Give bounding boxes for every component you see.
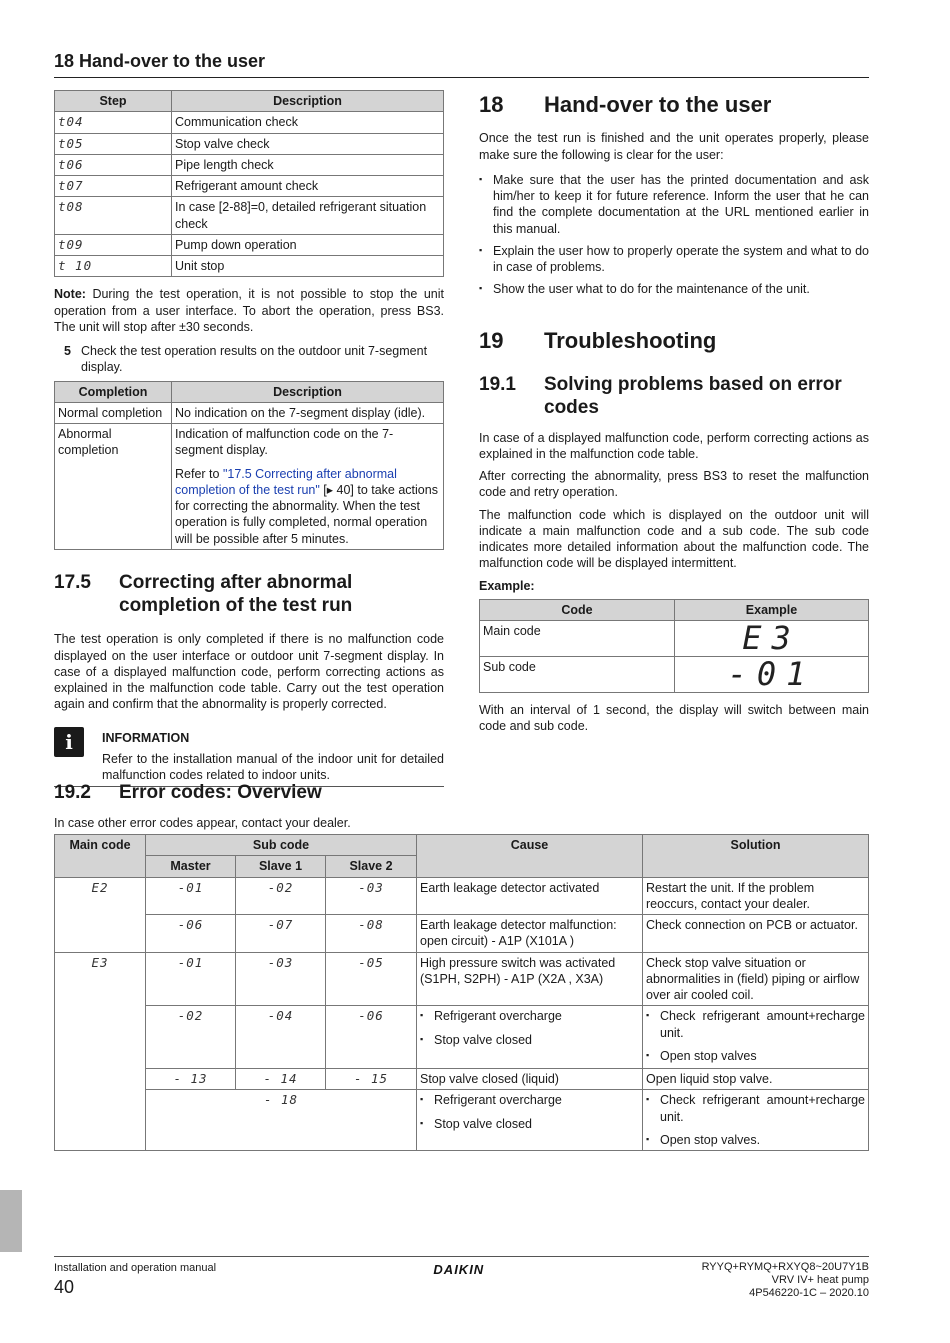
- section-19-2-heading: [54, 782, 869, 805]
- list-item: ▪ Check refrigerant amount+recharge unit.: [646, 1008, 865, 1041]
- section-number: 19.1: [479, 374, 516, 396]
- step-code: t07: [55, 176, 172, 197]
- solution-cell: Restart the unit. If the problem reoccurs, contact your dealer.: [643, 877, 869, 915]
- information-text: Refer to the installation manual of the indoor unit for detailed malfunction codes related to indoor units.: [102, 751, 444, 783]
- cause-cell: [417, 1006, 643, 1069]
- section-19-2-intro: In case other error codes appear, contact your dealer.: [54, 815, 351, 830]
- slave-2-code: -05: [326, 952, 417, 1006]
- cause-cell: Earth leakage detector activated: [417, 877, 643, 915]
- step-code: t09: [55, 234, 172, 255]
- interval-note: With an interval of 1 second, the display will switch between main code and sub code.: [479, 703, 869, 734]
- list-item: ▪ Refrigerant overcharge: [420, 1008, 639, 1024]
- slave-1-code: - 14: [236, 1069, 326, 1090]
- abnormal-description: Indication of malfunction code on the 7-segment display.: [175, 427, 394, 458]
- page-thumb-tab: [0, 1190, 22, 1252]
- step-code: t08: [55, 197, 172, 235]
- chapter-18-intro: Once the test run is finished and the unit operates properly, please make sure the following is clear for the user:: [479, 131, 869, 162]
- paragraph: In case of a displayed malfunction code, perform correcting actions as explained in the malfunction code table.: [479, 430, 869, 461]
- table-row: [55, 877, 869, 915]
- list-item: ▪ Open stop valves: [646, 1048, 865, 1064]
- paragraph: After correcting the abnormality, press BS3 to reset the malfunction code and retry operation.: [479, 469, 869, 500]
- slave-1-code: -03: [236, 952, 326, 1006]
- step-code: t05: [55, 133, 172, 154]
- sub-code-header: Sub code: [146, 835, 417, 856]
- slave-2-code: -03: [326, 877, 417, 915]
- handover-list: [479, 172, 869, 298]
- table-row: [55, 1069, 869, 1090]
- completion-cell: Normal completion: [55, 402, 172, 423]
- product-name: VRV IV+ heat pump: [771, 1274, 869, 1287]
- section-title: Error codes: Overview: [119, 782, 322, 803]
- cause-cell: Stop valve closed (liquid): [417, 1069, 643, 1090]
- chapter-title: Troubleshooting: [544, 327, 717, 353]
- cause-list: [420, 1008, 639, 1048]
- error-codes-table: [54, 834, 869, 1151]
- procedure-step: [54, 343, 444, 376]
- footer-right: [702, 1261, 869, 1301]
- document-id: 4P546220-1C – 2020.10: [749, 1287, 869, 1300]
- paragraph: The malfunction code which is displayed on the outdoor unit will indicate a main malfunction code and a sub code. The sub code indicates more detailed information about the malfunction code. The malfunction code will be displayed intermittent.: [479, 507, 869, 571]
- step-code: t04: [55, 112, 172, 133]
- abnormal-reference: [175, 466, 440, 547]
- information-icon: i: [54, 727, 84, 757]
- page-footer: [54, 1256, 869, 1301]
- description-cell: No indication on the 7-segment display (idle).: [172, 402, 444, 423]
- step-text: Check the test operation results on the outdoor unit 7-segment display.: [81, 344, 428, 375]
- daikin-logo: DAIKIN: [433, 1262, 485, 1277]
- slave-2-code: - 15: [326, 1069, 417, 1090]
- description-header: Description: [172, 381, 444, 402]
- description-cell: [172, 424, 444, 550]
- table-row: [480, 657, 869, 693]
- step-description: Stop valve check: [172, 133, 444, 154]
- section-title: Solving problems based on error codes: [544, 374, 842, 418]
- solution-list: [646, 1092, 865, 1148]
- code-header: Code: [480, 599, 675, 620]
- footer-left: [54, 1261, 216, 1301]
- section-number: 19.2: [54, 782, 91, 803]
- master-code: -02: [146, 1006, 236, 1069]
- code-label: Sub code: [480, 657, 675, 693]
- completion-cell: Abnormal completion: [55, 424, 172, 550]
- section-17-5-body: The test operation is only completed if there is no malfunction code displayed on the user interface or outdoor unit 7-segment display. In case of a displayed malfunction code, perform correcting actions as explained in the malfunction code table. Carry out the test operation again and confirm that the abnormality is properly corrected.: [54, 632, 444, 712]
- main-code: E3: [55, 952, 146, 1151]
- list-item: ▪ Stop valve closed: [420, 1116, 639, 1132]
- section-number: 17.5: [54, 571, 91, 593]
- master-code: -01: [146, 952, 236, 1006]
- slave-2-header: Slave 2: [326, 856, 417, 877]
- running-head: 18 Hand-over to the user: [54, 50, 869, 78]
- solution-cell: [643, 1090, 869, 1151]
- table-row: [55, 197, 444, 235]
- step-description: Unit stop: [172, 256, 444, 277]
- slave-1-code: -04: [236, 1006, 326, 1069]
- step-header: Step: [55, 91, 172, 112]
- completion-table: [54, 381, 444, 550]
- description-header: Description: [172, 91, 444, 112]
- slave-1-header: Slave 1: [236, 856, 326, 877]
- table-row: [55, 256, 444, 277]
- table-row: [480, 621, 869, 657]
- cause-cell: Earth leakage detector malfunction: open circuit) - A1P (X101A ): [417, 915, 643, 953]
- right-column: [479, 90, 869, 735]
- section-17-5-heading: [54, 572, 444, 618]
- table-row: [55, 154, 444, 175]
- step-code: t06: [55, 154, 172, 175]
- chapter-number: 18: [479, 92, 504, 117]
- table-row: [55, 234, 444, 255]
- list-item: ▪ Check refrigerant amount+recharge unit.: [646, 1092, 865, 1125]
- note-paragraph: [54, 286, 444, 335]
- information-box: [54, 727, 444, 788]
- example-header: Example: [675, 599, 869, 620]
- main-code: E2: [55, 877, 146, 952]
- slave-1-code: -07: [236, 915, 326, 953]
- table-row: [55, 1090, 869, 1151]
- chapter-number: 19: [479, 327, 504, 353]
- manual-title: Installation and operation manual: [54, 1262, 217, 1274]
- solution-header: Solution: [643, 835, 869, 878]
- list-item: ▪ Refrigerant overcharge: [420, 1092, 639, 1108]
- cause-header: Cause: [417, 835, 643, 878]
- list-item: ▪ Make sure that the user has the printed documentation and ask him/her to keep it for future reference. Inform the user that he can find the complete documentation at the URL mentioned earlier in this manual.: [479, 172, 869, 237]
- step-description: Refrigerant amount check: [172, 176, 444, 197]
- note-label: Note:: [54, 287, 86, 302]
- note-text: During the test operation, it is not possible to stop the unit operation from a user interface. To abort the operation, press BS3. The unit will stop after ±30 seconds.: [54, 287, 444, 334]
- table-row: [55, 112, 444, 133]
- slave-2-code: -08: [326, 915, 417, 953]
- chapter-19-heading: [479, 328, 869, 354]
- master-code: -01: [146, 877, 236, 915]
- error-codes-section: [54, 782, 869, 1151]
- reference-suffix: [▸ 40] to take actions for correcting the abnormality. When the test operation is fully completed, normal operation will be possible after 5 minutes.: [175, 482, 438, 546]
- step-code: t 10: [55, 256, 172, 277]
- cause-cell: [417, 1090, 643, 1151]
- step-description: In case [2-88]=0, detailed refrigerant situation check: [172, 197, 444, 235]
- section-19-1-heading: [479, 374, 869, 420]
- reference-prefix: Refer to: [175, 466, 223, 481]
- section-17-5-link[interactable]: "17.5 Correcting after abnormal completion of the test run": [175, 466, 397, 497]
- model-numbers: RYYQ+RYMQ+RXYQ8~20U7Y1B: [701, 1261, 869, 1273]
- slave-1-code: -02: [236, 877, 326, 915]
- section-title: Correcting after abnormal completion of the test run: [119, 571, 353, 616]
- sub-code: - 18: [146, 1090, 417, 1151]
- solution-cell: Check stop valve situation or abnormalities in (field) piping or airflow over air cooled coil.: [643, 952, 869, 1006]
- table-row: [55, 424, 444, 550]
- chapter-title: Hand-over to the user: [544, 92, 772, 117]
- step-number: 5: [64, 344, 71, 358]
- list-item: ▪ Open stop valves.: [646, 1132, 865, 1148]
- solution-cell: [643, 1006, 869, 1069]
- step-description: Pump down operation: [172, 234, 444, 255]
- cause-cell: High pressure switch was activated (S1PH, S2PH) - A1P (X2A , X3A): [417, 952, 643, 1006]
- information-title: INFORMATION: [102, 730, 190, 745]
- table-row: [55, 176, 444, 197]
- solution-cell: Open liquid stop valve.: [643, 1069, 869, 1090]
- list-item: ▪ Stop valve closed: [420, 1032, 639, 1048]
- example-table: [479, 599, 869, 693]
- slave-2-code: -06: [326, 1006, 417, 1069]
- step-description: Communication check: [172, 112, 444, 133]
- table-row: [55, 952, 869, 1006]
- test-steps-table: [54, 90, 444, 277]
- sub-code-display: -01: [675, 657, 869, 693]
- table-row: [55, 402, 444, 423]
- master-code: -06: [146, 915, 236, 953]
- code-label: Main code: [480, 621, 675, 657]
- table-row: [55, 1006, 869, 1069]
- table-row: [55, 133, 444, 154]
- list-item: ▪ Show the user what to do for the maintenance of the unit.: [479, 281, 869, 297]
- master-header: Master: [146, 856, 236, 877]
- example-label: Example:: [479, 578, 535, 593]
- list-item: ▪ Explain the user how to properly operate the system and what to do in case of problems.: [479, 243, 869, 276]
- step-description: Pipe length check: [172, 154, 444, 175]
- solution-cell: Check connection on PCB or actuator.: [643, 915, 869, 953]
- master-code: - 13: [146, 1069, 236, 1090]
- main-code-display: E3: [675, 621, 869, 657]
- information-content: [102, 727, 444, 784]
- solution-list: [646, 1008, 865, 1064]
- completion-header: Completion: [55, 381, 172, 402]
- page-number: 40: [54, 1277, 75, 1298]
- main-code-header: Main code: [55, 835, 146, 878]
- chapter-18-heading: [479, 92, 869, 118]
- left-column: [54, 90, 444, 787]
- cause-list: [420, 1092, 639, 1132]
- table-row: [55, 915, 869, 953]
